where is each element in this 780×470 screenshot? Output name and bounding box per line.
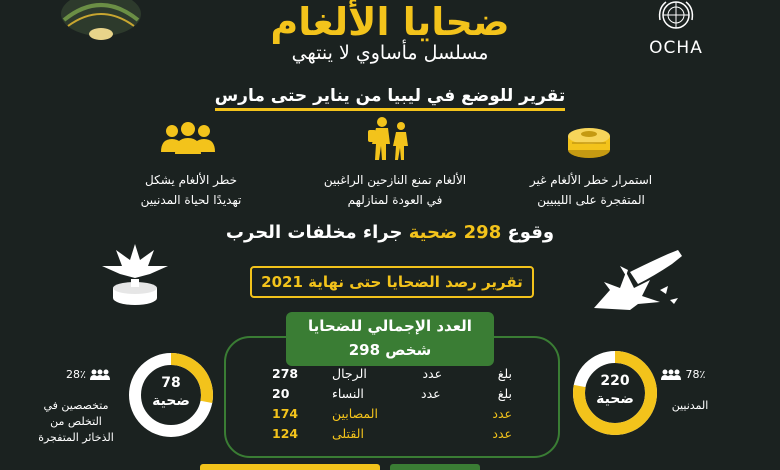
civilians-ring-label <box>572 372 658 408</box>
total-casualties-box <box>286 312 494 366</box>
civilians-percent: 78٪ <box>685 368 706 381</box>
bottom-strip-green <box>390 464 480 470</box>
experts-caption-line: متخصصين في <box>43 399 109 412</box>
mine-explosion-icon <box>100 242 170 308</box>
stat-row-men <box>272 366 512 386</box>
bottom-strip-gold <box>200 464 380 470</box>
experts-caption <box>26 398 126 446</box>
ocha-label: OCHA <box>649 38 703 58</box>
landmine-icon <box>566 122 612 160</box>
concern-line: الألغام تمنع النازحين الراغبين <box>323 173 467 187</box>
civilians-caption-line: المدنيين <box>671 399 709 412</box>
concern-line: خطر الألغام يشكل <box>145 173 237 187</box>
group-icon <box>158 122 218 156</box>
experts-ring-chart <box>128 352 214 438</box>
civilians-percent-row <box>660 368 720 386</box>
stat-label: عدد القتلى <box>332 426 512 441</box>
experts-percent: 28٪ <box>66 368 86 381</box>
civilians-caption <box>660 398 720 414</box>
stat-label: عدد المصابين <box>332 406 512 421</box>
stat-value: 278 <box>272 366 299 381</box>
monitoring-banner: تقرير رصد الضحايا حتى نهاية 2021 <box>250 266 534 298</box>
stat-label: بلغ عدد الرجال <box>332 366 512 381</box>
headline-highlight: 298 ضحية <box>408 222 502 243</box>
experts-caption-line: الذخائر المتفجرة <box>38 431 114 444</box>
stat-value: 20 <box>272 386 290 401</box>
headline-prefix: وقوع <box>507 222 555 243</box>
total-value: 298 شخص <box>348 341 432 359</box>
people-icon <box>89 369 111 381</box>
concern-caption-civilians <box>106 170 276 210</box>
experts-ring-label <box>128 374 214 410</box>
stat-row-killed <box>272 426 512 446</box>
stat-row-women <box>272 386 512 406</box>
experts-caption-line: التخلص من <box>50 415 102 428</box>
total-label: العدد الإجمالي للضحايا <box>308 317 472 335</box>
stat-value: 124 <box>272 426 299 441</box>
experts-percent-row <box>66 368 126 386</box>
stat-row-injured <box>272 406 512 426</box>
report-title <box>0 86 780 106</box>
civilians-ring-unit: ضحية <box>596 391 634 407</box>
experts-ring-unit: ضحية <box>152 393 190 409</box>
concern-line: تهديدًا لحياة المدنيين <box>140 193 242 207</box>
civilians-ring-value: 220 <box>600 373 630 389</box>
people-icon <box>660 369 682 381</box>
civilians-ring-chart <box>572 350 658 436</box>
headline-suffix: جراء مخلفات الحرب <box>225 222 403 243</box>
experts-ring-value: 78 <box>161 375 181 391</box>
concern-line: استمرار خطر الألغام غير <box>529 173 653 187</box>
page-subtitle: مسلسل مأساوي لا ينتهي <box>291 42 489 64</box>
concern-line: المتفجرة على الليبيين <box>537 193 645 207</box>
concern-caption-displaced <box>300 170 490 210</box>
displaced-family-icon <box>366 116 414 162</box>
concern-caption-libyans <box>506 170 676 210</box>
report-title-text: تقرير للوضع في ليبيا من يناير حتى مارس <box>215 86 566 111</box>
concern-line: في العودة لمنازلهم <box>347 193 443 207</box>
blast-limb-icon <box>590 246 686 312</box>
stat-value: 174 <box>272 406 299 421</box>
casualty-headline <box>0 222 780 243</box>
page-title: ضحايا الألغام <box>270 0 510 44</box>
stat-label: بلغ عدد النساء <box>332 386 512 401</box>
bottom-strip <box>200 460 580 470</box>
